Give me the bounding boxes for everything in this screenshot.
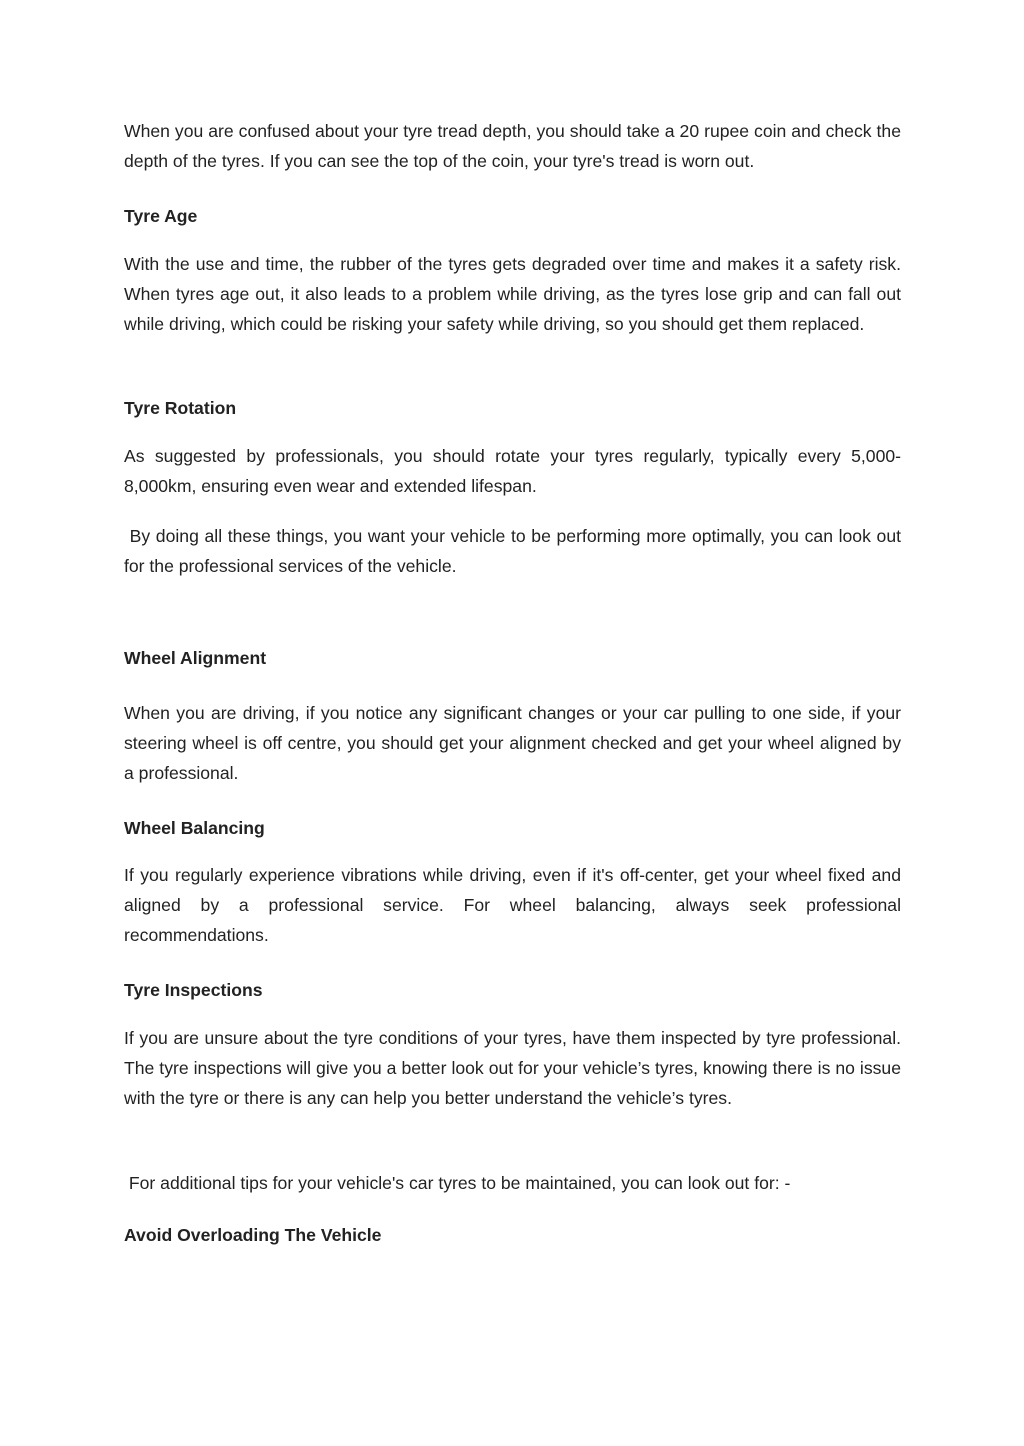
paragraph-wheel-alignment: When you are driving, if you notice any significant changes or your car pulling to one side, if your steering wheel is off centre, you should get your alignment checked and get your wheel aligned by a professional. [124,703,901,783]
paragraph-wheel-balancing: If you regularly experience vibrations while driving, even if it's off-center, get your wheel fixed and aligned by a professional service. For wheel balancing, always seek professional recommendations. [124,865,901,945]
heading-tyre-age: Tyre Age [124,206,198,226]
heading-tyre-rotation: Tyre Rotation [124,398,237,418]
paragraph-professional-services: By doing all these things, you want your vehicle to be performing more optimally, you can look out for the professional services of the vehicle. [124,526,901,576]
heading-wheel-balancing: Wheel Balancing [124,818,265,838]
heading-avoid-overloading: Avoid Overloading The Vehicle [124,1225,382,1245]
paragraph-additional-tips: For additional tips for your vehicle's car tyres to be maintained, you can look out for: - [124,1173,791,1193]
paragraph-tyre-age: With the use and time, the rubber of the tyres gets degraded over time and makes it a safety risk. When tyres age out, it also leads to a problem while driving, as the tyres lose grip and can fall out while driving, which could be risking your safety while driving, so you should get them replaced. [124,254,901,334]
paragraph-tread-depth: When you are confused about your tyre tread depth, you should take a 20 rupee coin and check the depth of the tyres. If you can see the top of the coin, your tyre's tread is worn out. [124,121,901,171]
paragraph-tyre-rotation: As suggested by professionals, you should rotate your tyres regularly, typically every 5,000-8,000km, ensuring even wear and extended lifespan. [124,446,901,496]
paragraph-tyre-inspections: If you are unsure about the tyre conditions of your tyres, have them inspected by tyre professional. The tyre inspections will give you a better look out for your vehicle’s tyres, knowing there is no issue with the tyre or there is any can help you better understand the vehicle’s tyres. [124,1028,901,1108]
heading-wheel-alignment: Wheel Alignment [124,648,267,668]
heading-tyre-inspections: Tyre Inspections [124,980,263,1000]
